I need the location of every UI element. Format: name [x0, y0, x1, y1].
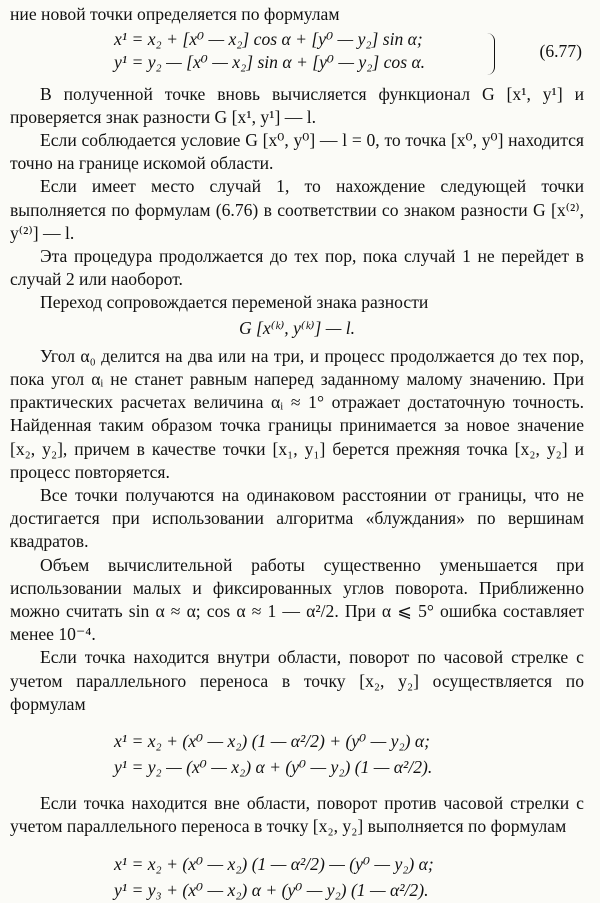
right-brace	[486, 33, 495, 75]
equation-line: y¹ = y₃ + (x⁰ — x₂) α + (y⁰ — y₂) (1 — α²/2).	[114, 879, 429, 900]
text-line: ние новой точки определяется по формулам	[10, 4, 340, 24]
paragraph: Эта процедура продолжается до тех пор, пока случай 1 не перейдет в случай 2 или наоборот.	[10, 246, 584, 290]
paragraph: Все точки получаются на одинаковом расстоянии от границы, что не достигается при использовании алгоритма «блуждания» по вершинам квадратов.	[10, 485, 584, 552]
equation-6-77	[10, 28, 584, 74]
equation-line: x¹ = x₂ + [x⁰ — x₂] cos α + [y⁰ — y₂] sin α;	[114, 29, 423, 50]
paragraph: Если имеет место случай 1, то нахождение следующей точки выполняется по формулам (6.76) в соответствии со знаком разности G [x⁽²⁾, y⁽²⁾] — l.	[10, 176, 584, 243]
equation-line: y¹ = y₂ — (x⁰ — x₂) α + (y⁰ — y₂) (1 — α²/2).	[114, 757, 433, 778]
equation-number: (6.77)	[539, 41, 582, 62]
paragraph: Если точка находится внутри области, поворот по часовой стрелке с учетом параллельного переноса в точку [x₂, y₂] осуществляется по формулам	[10, 647, 584, 714]
paragraph: Переход сопровождается переменой знака разности	[40, 292, 429, 313]
paragraph: Если точка находится вне области, поворот против часовой стрелки с учетом параллельного переноса в точку [x₂, y₂] выполняется по формулам	[10, 793, 584, 837]
paragraph: В полученной точке вновь вычисляется функционал G [x¹, y¹] и проверяется знак разности G [x¹, y¹] — l.	[10, 83, 584, 127]
equation-line: x¹ = x₂ + (x⁰ — x₂) (1 — α²/2) + (y⁰ — y₂) α;	[114, 731, 430, 752]
paragraph: Если соблюдается условие G [x⁰, y⁰] — l = 0, то точка [x⁰, y⁰] находится точно на границе искомой области.	[10, 130, 584, 174]
paragraph: Угол α₀ делится на два или на три, и процесс продолжается до тех пор, пока угол αᵢ не станет равным наперед заданному малому значению. При практических расчетах величина αᵢ ≈ 1° отражает достаточную точность. Найденная таким образом точка границы принимается за новое значение [x₂, y₂], причем в качестве точки [x₁, y₁] берется прежняя точка [x₂, y₂] и процесс повторяется.	[10, 345, 584, 482]
equation-difference: G [x⁽ᵏ⁾, y⁽ᵏ⁾] — l.	[238, 317, 356, 338]
equation-line: x¹ = x₂ + (x⁰ — x₂) (1 — α²/2) — (y⁰ — y₂) α;	[114, 853, 434, 874]
equation-clockwise	[10, 728, 584, 780]
equation-line: y¹ = y₂ — [x⁰ — x₂] sin α + [y⁰ — y₂] cos α.	[114, 52, 426, 73]
paragraph: Объем вычислительной работы существенно уменьшается при использовании малых и фиксированных углов поворота. Приближенно можно считать sin α ≈ α; cos α ≈ 1 — α²/2. При α ⩽ 5° ошибка составляет менее 10⁻⁴.	[10, 554, 584, 645]
equation-counterclockwise	[10, 851, 584, 903]
